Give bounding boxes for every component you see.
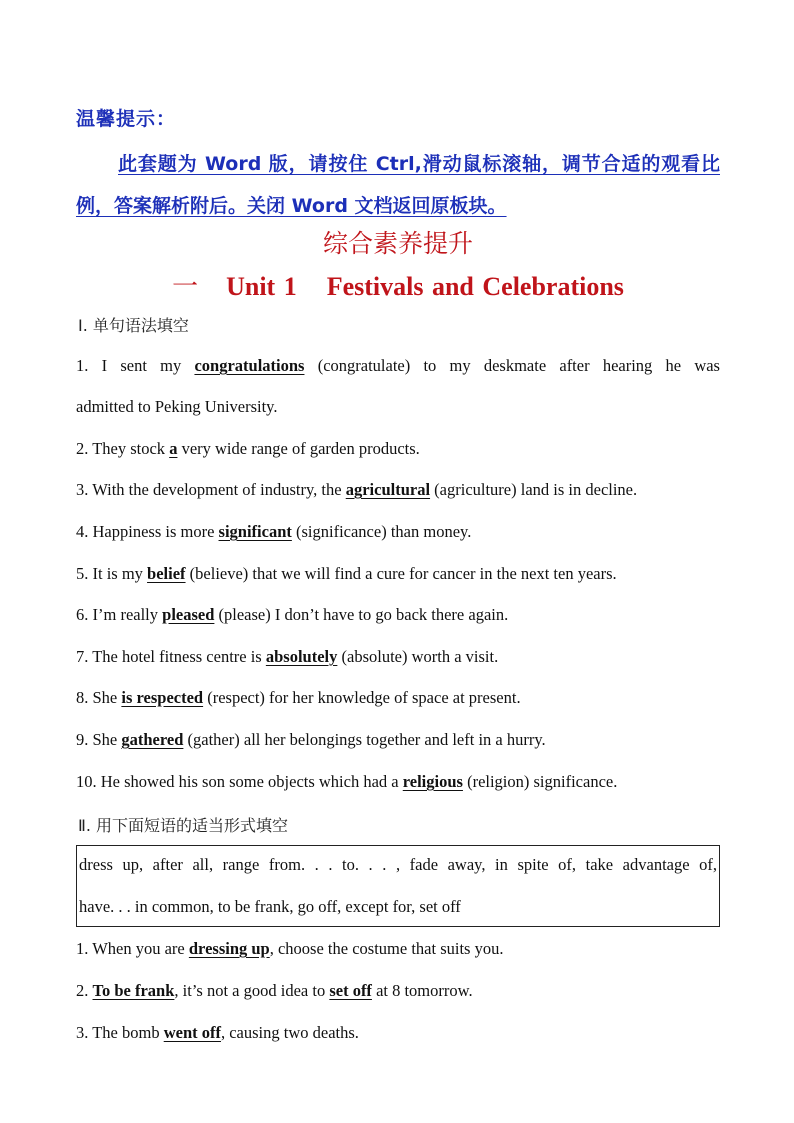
q-text: 2. They stock [76, 439, 170, 458]
q-text: 5. It is my [76, 564, 148, 583]
q-text: (respect) for her knowledge of space at present. [203, 688, 521, 707]
q-text: 7. The hotel fitness centre is [76, 647, 266, 666]
q-text: 3. With the development of industry, the [76, 480, 346, 499]
q-text: 1. When you are [76, 939, 189, 958]
q-text: 6. I’m really [76, 605, 163, 624]
answer: agricultural [345, 480, 431, 499]
q-text: 4. Happiness is more [76, 522, 219, 541]
question-2 [76, 439, 720, 459]
answer: pleased [162, 605, 215, 624]
q-text: very wide range of garden products. [177, 439, 420, 458]
unit-heading [76, 266, 720, 303]
phrase-box-line-1: dress up, after all, range from. . . to. . . , fade away, in spite of, take advantage of, [79, 855, 717, 874]
q-text: 1. I sent my [76, 356, 195, 375]
answer: is respected [121, 688, 204, 707]
q-text: 3. The bomb [76, 1023, 164, 1042]
phrase-question-2 [76, 981, 720, 1001]
answer: set off [329, 981, 372, 1000]
q-text: (congratulate) to my deskmate after hearing he was [304, 356, 720, 375]
q-text: (significance) than money. [291, 522, 472, 541]
phrase-box [76, 845, 720, 927]
q-text: , choose the costume that suits you. [269, 939, 504, 958]
answer: To be frank [92, 981, 175, 1000]
question-8 [76, 688, 720, 708]
question-1 [76, 356, 720, 376]
tip-title: 温馨提示： [76, 108, 177, 130]
q-text: , it’s not a good idea to [174, 981, 330, 1000]
answer: congratulations [194, 356, 305, 375]
q-text: 2. [76, 981, 93, 1000]
answer: a [169, 439, 178, 458]
q-text: (religion) significance. [462, 772, 618, 791]
section1-title: Ⅰ. 单句语法填空 [78, 316, 189, 335]
q-text: at 8 tomorrow. [371, 981, 473, 1000]
q-text: (please) I don’t have to go back there again. [214, 605, 509, 624]
q-text: (agriculture) land is in decline. [430, 480, 638, 499]
answer: absolutely [265, 647, 338, 666]
question-10 [76, 772, 720, 792]
q-text: (gather) all her belongings together and left in a hurry. [183, 730, 546, 749]
q-text: 8. She [76, 688, 122, 707]
answer: gathered [121, 730, 184, 749]
question-4 [76, 522, 720, 542]
section2-title: Ⅱ. 用下面短语的适当形式填空 [78, 816, 289, 835]
question-1-cont: admitted to Peking University. [76, 397, 278, 416]
question-7 [76, 647, 720, 667]
phrase-box-line-2: have. . . in common, to be frank, go off, except for, set off [79, 897, 461, 916]
q-text: , causing two deaths. [220, 1023, 359, 1042]
q-text: 10. He showed his son some objects which had a [76, 772, 403, 791]
q-text: (believe) that we will find a cure for cancer in the next ten years. [185, 564, 617, 583]
question-5 [76, 564, 720, 584]
q-text: (absolute) worth a visit. [337, 647, 499, 666]
answer: belief [147, 564, 186, 583]
q-text: 9. She [76, 730, 122, 749]
question-6 [76, 605, 720, 625]
answer: went off [163, 1023, 221, 1042]
question-9 [76, 730, 720, 750]
phrase-question-1 [76, 939, 720, 959]
unit-title: Festivals and Celebrations [326, 272, 624, 301]
unit-number: 一 [172, 272, 199, 302]
phrase-question-3 [76, 1023, 720, 1043]
answer: religious [402, 772, 463, 791]
question-3 [76, 480, 720, 500]
tip-body [76, 143, 720, 227]
tip-body-text: 此套题为 Word 版，请按住 Ctrl,滑动鼠标滚轴，调节合适的观看比例，答案解析附后。关闭 Word 文档返回原板块。 [76, 153, 720, 217]
answer: significant [218, 522, 292, 541]
answer: dressing up [188, 939, 270, 958]
unit-label: Unit 1 [226, 272, 297, 301]
section-heading: 综合素养提升 [322, 229, 473, 258]
